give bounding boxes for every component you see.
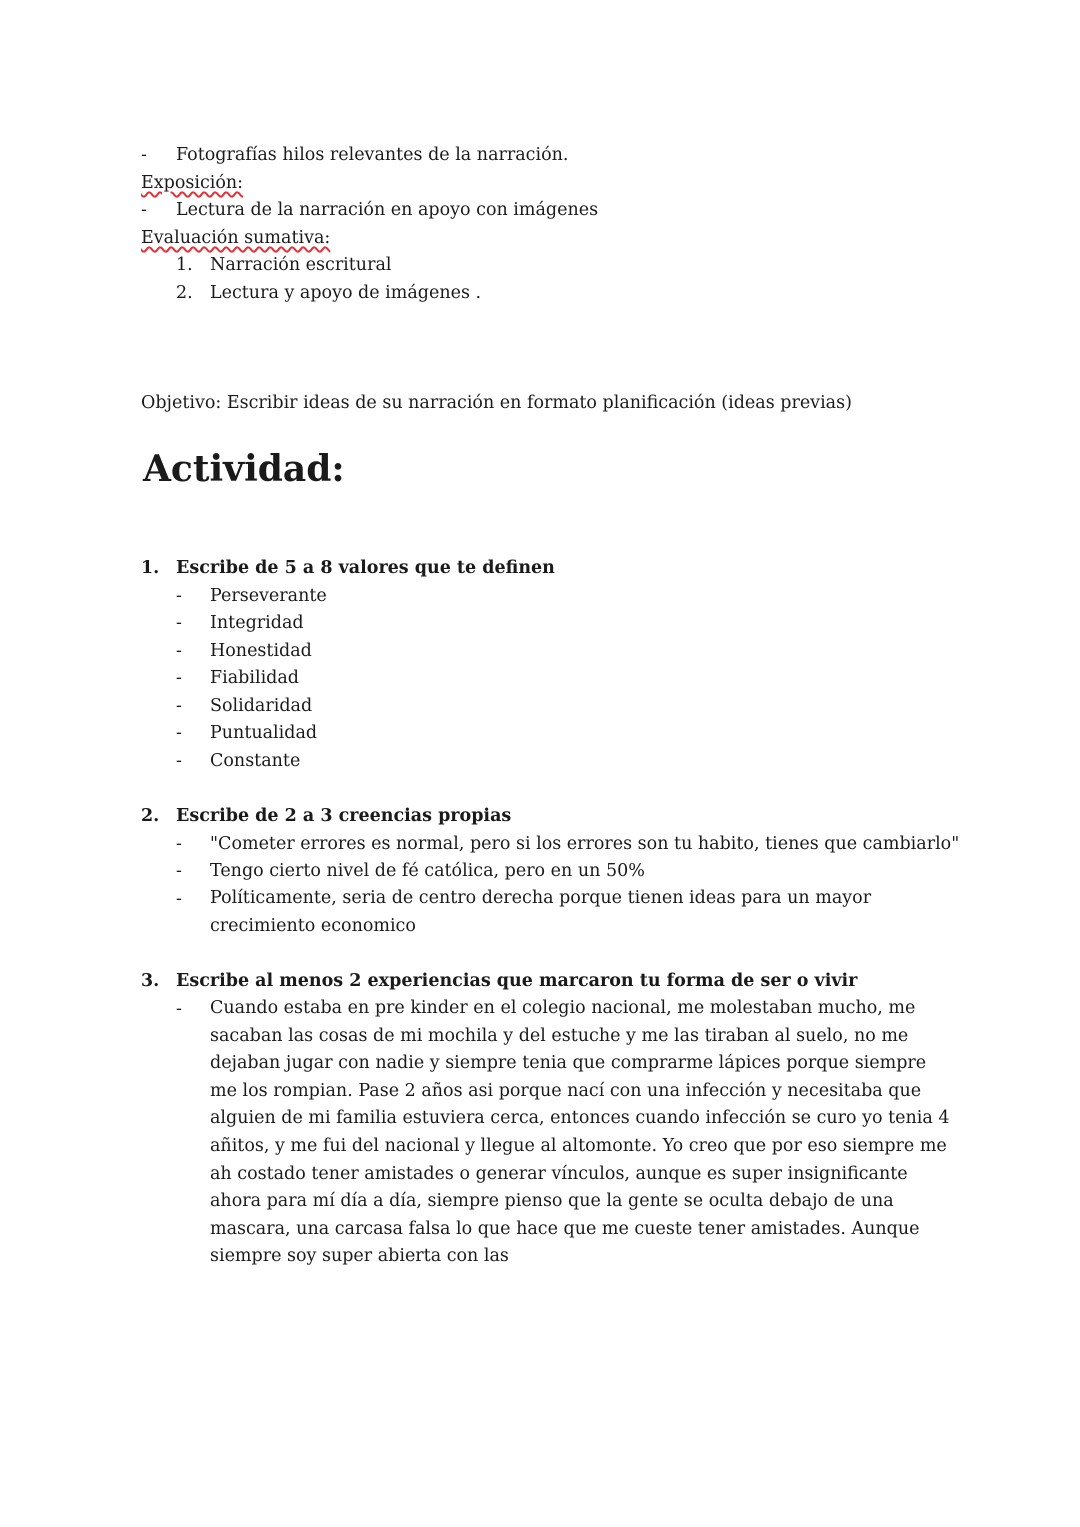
belief-item: "Cometer errores es normal, pero si los errores son tu habito, tienes que cambiarlo"	[210, 834, 960, 854]
question-number: 3.	[141, 971, 160, 991]
evaluacion-item: Lectura y apoyo de imágenes .	[210, 283, 482, 303]
exposicion-item: Lectura de la narración en apoyo con imágenes	[176, 200, 599, 220]
question-title: Escribe de 2 a 3 creencias propias	[176, 806, 512, 826]
value-item: Constante	[210, 751, 301, 771]
value-item: Puntualidad	[210, 723, 318, 743]
bullet-dash: -	[176, 641, 182, 661]
objective-text: Objetivo: Escribir ideas de su narración en formato planificación (ideas previas)	[141, 393, 852, 413]
bullet-dash: -	[176, 889, 182, 909]
bullet-dash: -	[176, 613, 182, 633]
bullet-dash: -	[176, 861, 182, 881]
bullet-dash: -	[176, 999, 182, 1019]
belief-item: Políticamente, seria de centro derecha porque tienen ideas para un mayor crecimiento economico	[210, 888, 872, 936]
bullet-dash: -	[176, 668, 182, 688]
bullet-dash: -	[176, 696, 182, 716]
exposicion-label: Exposición:	[141, 173, 244, 193]
photo-line: Fotografías hilos relevantes de la narración.	[176, 145, 569, 165]
evaluacion-label: Evaluación sumativa:	[141, 228, 331, 248]
bullet-dash: -	[176, 751, 182, 771]
value-item: Integridad	[210, 613, 304, 633]
evaluacion-item-number: 1.	[176, 255, 193, 275]
question-title: Escribe de 5 a 8 valores que te definen	[176, 558, 555, 578]
bullet-dash: -	[141, 200, 147, 220]
question-title: Escribe al menos 2 experiencias que marcaron tu forma de ser o vivir	[176, 971, 858, 991]
question-number: 2.	[141, 806, 160, 826]
bullet-dash: -	[141, 145, 147, 165]
question-number: 1.	[141, 558, 160, 578]
activity-title: Actividad:	[143, 448, 345, 490]
evaluacion-item: Narración escritural	[210, 255, 392, 275]
value-item: Honestidad	[210, 641, 312, 661]
value-item: Fiabilidad	[210, 668, 300, 688]
experience-paragraph: Cuando estaba en pre kinder en el colegio nacional, me molestaban mucho, me sacaban las cosas de mi mochila y del estuche y me las tiraban al suelo, no me dejaban jugar con nadie y siempre tenia que comprarme lápices porque siempre me los rompian. Pase 2 años asi porque nací con una infección y necesitaba que alguien de mi familia estuviera cerca, entonces cuando infección se curo yo tenia 4 añitos, y me fui del nacional y llegue al altomonte. Yo creo que por eso siempre me ah costado tener amistades o generar vínculos, aunque es super insignificante ahora para mí día a día, siempre pienso que la gente se oculta debajo de una mascara, una carcasa falsa lo que hace que me cueste tener amistades. Aunque siempre soy super abierta con las	[210, 998, 950, 1267]
bullet-dash: -	[176, 586, 182, 606]
value-item: Solidaridad	[210, 696, 313, 716]
evaluacion-item-number: 2.	[176, 283, 193, 303]
belief-item: Tengo cierto nivel de fé católica, pero en un 50%	[210, 861, 645, 881]
bullet-dash: -	[176, 723, 182, 743]
value-item: Perseverante	[210, 586, 327, 606]
bullet-dash: -	[176, 834, 182, 854]
